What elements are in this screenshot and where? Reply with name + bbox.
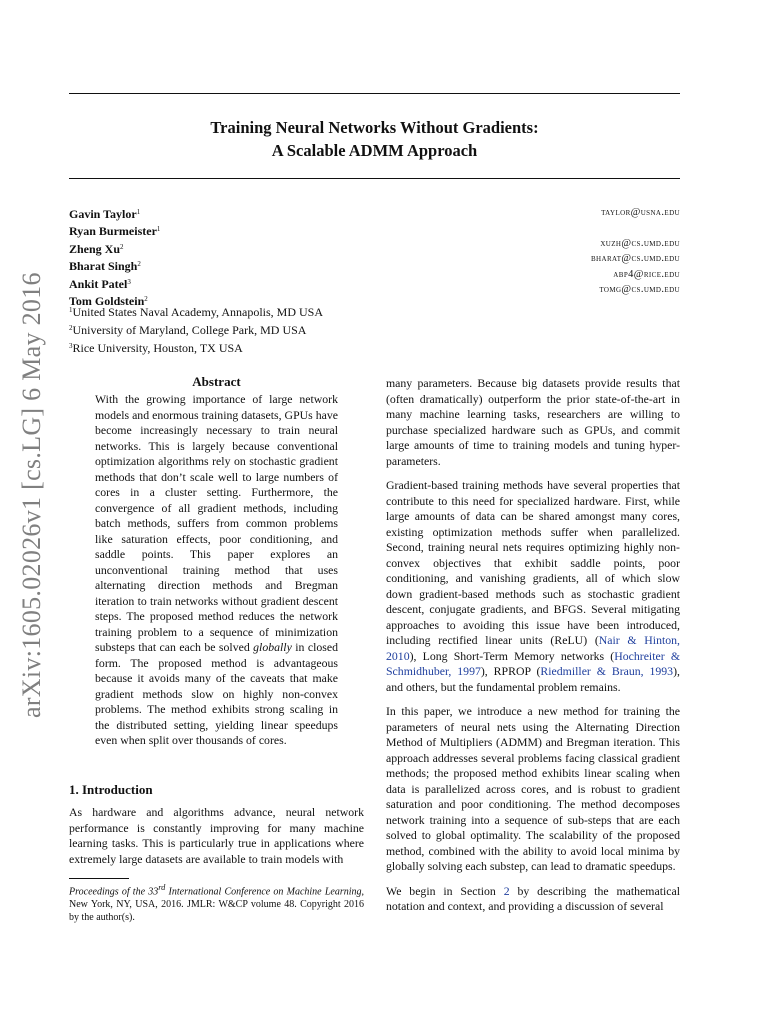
author-row: Ankit Patel$^3$ [69,276,131,291]
right-column [386,376,680,924]
citation-link[interactable]: Nair & Hinton, 2010 [386,633,680,663]
title-line-1: Training Neural Networks Without Gradients: [210,118,539,137]
arxiv-identifier: arXiv:1605.02026v1 [cs.LG] 6 May 2016 [17,272,46,718]
affiliation-row: $^3$Rice University, Houston, TX USA [69,341,243,355]
bottom-title-rule [69,178,680,179]
title-line-2: A Scalable ADMM Approach [271,141,478,160]
paragraph: In this paper, we introduce a new method for training the parameters of neural nets using the Alternating Direction Method of Multipliers (ADMM) and Bregman iteration. This approach addresses several problems facing classical gradient methods; the proposed method exhibits linear scaling when data is parallelized across cores, and is robust to gradient saturation and poor conditioning. The method decomposes network training into a sequence of sub-steps that are each solved to global optimality. The scalability of the proposed method, combined with the ability to avoid local minima by globally solving each substep, can lead to dramatic speedups. [386,704,680,873]
affiliation-row: $^1$United States Naval Academy, Annapolis, MD USA [69,305,324,319]
affiliations [69,302,323,356]
citation-link[interactable]: Riedmiller & Braun, 1993 [540,664,674,678]
paragraph: many parameters. Because big datasets provide results that (often dramatically) outperform the prior state-of-the-art in many machine learning tasks, researchers are willing to purchase specialized hardware such as GPUs, and commit large amounts of time to training models and tuning hyper-parameters. [386,376,680,468]
top-rule [69,93,680,94]
section-reference-link[interactable]: 2 [503,883,510,898]
citation-link[interactable]: Hochreiter & Schmidhuber, 1997 [386,648,680,678]
author-emails [591,205,680,297]
author-email: taylor@usna.edu [601,207,680,218]
author-row: Gavin Taylor$^1$ [69,207,141,221]
author-email: bharat@cs.umd.edu [590,253,680,265]
abstract-heading: Abstract [192,374,241,389]
affiliation-row: $^2$University of Maryland, College Park, MD USA [69,323,307,337]
author-email: tomg@cs.umd.edu [599,283,680,295]
author-row: Bharat Singh$^2$ [69,259,141,274]
author-email: xuzh@cs.umd.edu [600,237,680,249]
author-row: Tom Goldstein$^2$ [69,294,148,309]
proceedings-footnote: Proceedings of the 33rd International Conference on Machine Learning, New York, NY, USA, 2016. JMLR: W&CP volume 48. Copyright 2016 by the author(s). [69,883,364,924]
author-list [69,205,160,309]
introduction-text: As hardware and algorithms advance, neural network performance is constantly improving for many machine learning tasks. This is particularly true in applications where extremely large datasets are available to train models with [69,805,364,866]
abstract-body: With the growing importance of large network models and enormous training datasets, GPUs have become increasingly necessary to train neural networks. This is largely because conventional optimization algorithms rely on stochastic gradient methods that don’t scale well to large numbers of cores in a cluster setting. Furthermore, the convergence of all gradient methods, including batch methods, suffers from common problems like saturation effects, poor conditioning, and saddle points. This paper explores an unconventional training method that uses alternating direction methods and Bregman iteration to train networks without gradient descent steps. The proposed method reduces the network training problem to a sequence of minimization substeps that can each be solved globally in closed form. The proposed method is advantageous because it avoids many of the caveats that make gradient methods slow on highly non-convex problems. The method exhibits strong scaling in the distributed setting, yielding linear speedups even when split over thousands of cores. [95,392,338,747]
author-email: abp4@rice.edu [613,268,680,280]
paragraph: Gradient-based training methods have several properties that contribute to this need for specialized hardware. First, while large amounts of data can be shared amongst many cores, existing optimization methods suffer when parallelized. Second, training neural nets requires optimizing highly non-convex objectives that exhibit saddle points, poor conditioning, and vanishing gradients, all of which slow down gradient-based methods such as stochastic gradient descent, conjugate gradients, and BFGS. Several mitigating approaches to avoiding this issue have been introduced, including rectified linear units (ReLU) (Nair & Hinton, 2010), Long Short-Term Memory networks (Hochreiter & Schmidhuber, 1997), RPROP (Riedmiller & Braun, 1993), and others, but the fundamental problem remains. [386,478,680,694]
footnote-rule [69,878,129,879]
author-row: Zheng Xu$^2$ [69,241,124,256]
author-email [591,220,680,235]
author-row: Ryan Burmeister$^1$ [69,224,161,239]
section-heading-introduction: 1. Introduction [69,782,153,797]
paragraph: We begin in Section 2 by describing the mathematical notation and context, and providing a discussion of several [386,883,680,913]
paper-title [69,116,680,162]
